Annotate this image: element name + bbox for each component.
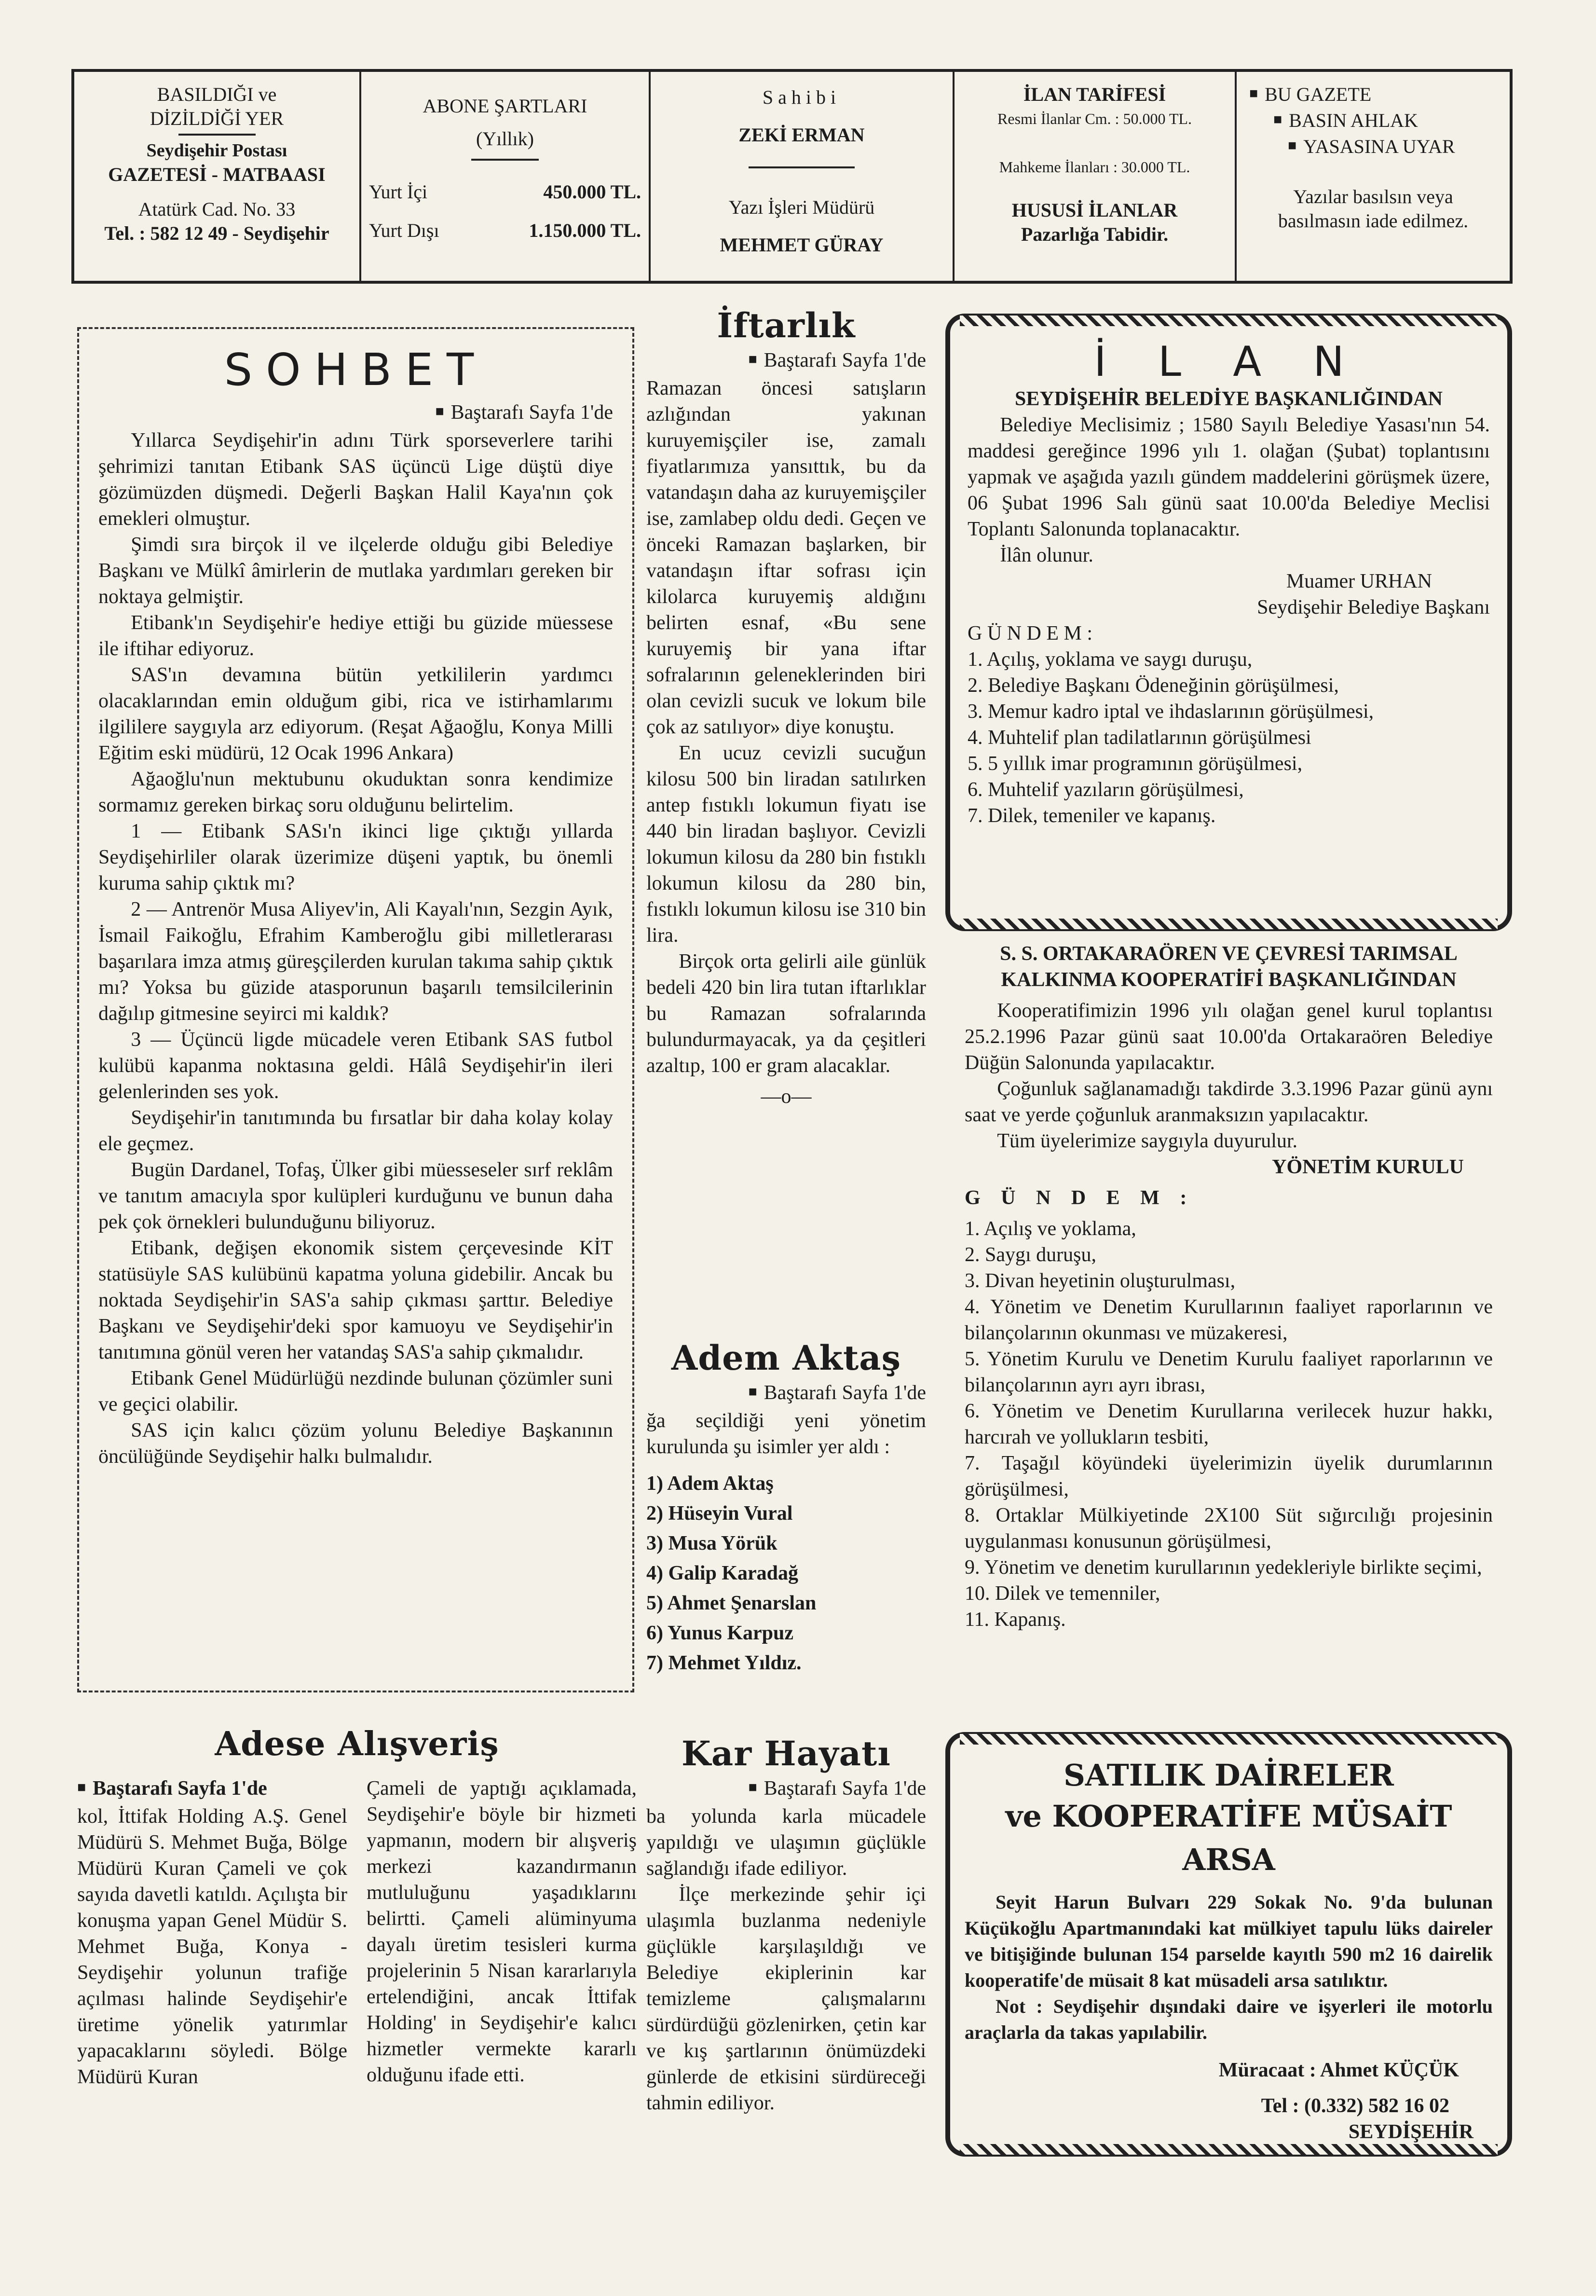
ethics-line: ■ BU GAZETE: [1249, 82, 1502, 109]
paragraph: Çoğunluk sağlanamadığı takdirde 3.3.1996 Pazar günü aynı saat ve yerde çoğunluk aranmaksızın yapılacaktır.: [965, 1078, 1493, 1126]
border-ornament: [960, 1734, 1498, 1745]
paragraph: İlân olunur.: [1000, 544, 1093, 566]
paragraph: Not : Seydişehir dışındaki daire ve işyerleri ile motorlu araçlarla da takas yapılabilir.: [965, 1995, 1493, 2043]
notice-title: İ L A N: [1094, 338, 1364, 386]
list-item: 1) Adem Aktaş: [646, 1472, 774, 1495]
list-item: 3. Memur kadro iptal ve ihdaslarının görüşülmesi,: [968, 701, 1374, 723]
kar-article: [646, 1732, 926, 2116]
paragraph: Seyit Harun Bulvarı 229 Sokak No. 9'da bulunan Küçükoğlu Apartmanındaki kat mülkiyet tapulu lüks daireler ve bitişiğinde bulunan 154 parselde kayıtlı 590 m2 16 dairelik kooperatife'de müsait 8 kat müsadeli arsa satılıktır.: [965, 1891, 1493, 1991]
bullet-icon: [435, 401, 450, 424]
ad-rate: Mahkeme İlanları : 30.000 TL.: [999, 158, 1190, 176]
masthead-ethics: [1237, 72, 1510, 281]
printer-line: BASILDIĞI ve: [157, 83, 277, 105]
adese-title: Adese Alışveriş: [215, 1725, 499, 1763]
list-item: 10. Dilek ve temenniler,: [965, 1582, 1160, 1605]
iftarlik-title: İftarlık: [717, 305, 856, 345]
list-item: 11. Kapanış.: [965, 1609, 1066, 1631]
coop-title: KALKINMA KOOPERATİFİ BAŞKANLIĞINDAN: [1001, 969, 1457, 991]
adese-article: [77, 1722, 637, 2090]
cooperative-notice: [945, 941, 1512, 1633]
list-item: 9. Yönetim ve denetim kurullarının yedekleriyle birlikte seçimi,: [965, 1556, 1482, 1579]
iftarlik-article: [646, 304, 926, 1110]
list-item: 1. Açılış, yoklama ve saygı duruşu,: [968, 648, 1253, 671]
list-item: 3) Musa Yörük: [646, 1532, 778, 1554]
paragraph: 2 — Antrenör Musa Aliyev'in, Ali Kayalı'nın, Sezgin Ayık, İsmail Faikoğlu, Efrahim Kamberoğlu gibi milletlerarası başarılara imza atmış güreşçilerden kurulan takıma sahip çıktık mı? Yoksa bu güzide atasporunun başarılı temsilcilerinin dağılıp gitmesine seyirci mi kaldık?: [98, 898, 613, 1025]
paragraph: 3 — Üçüncü ligde mücadele veren Etibank SAS futbol kulübü kapanma noktasına geldi. Hâlâ Seydişehir'in ileri gelenlerinden ses yok.: [98, 1029, 613, 1103]
paragraph: Bugün Dardanel, Tofaş, Ülker gibi müesseseler sırf reklâm ve tanıtım amacıyla spor kulüpleri kurduğunu ve bunun daha pek çok örnekleri bulunduğunu biliyoruz.: [98, 1159, 613, 1233]
paragraph: Ağaoğlu'nun mektubunu okuduktan sonra kendimize sormamız gereken birkaç soru olduğunu belirtelim.: [98, 768, 613, 816]
paragraph: 1 — Etibank SASı'n ikinci lige çıktığı yıllarda Seydişehirliler olarak üzerimize düşeni yaptık, bu önemli kuruma sahip çıktık mı?: [98, 820, 613, 894]
editor-label: Yazı İşleri Müdürü: [728, 196, 875, 218]
agenda-title: G Ü N D E M :: [965, 1187, 1195, 1209]
paragraph: Birçok orta gelirli aile günlük bedeli 420 bin lira tutan iftarlıklar bu Ramazan sofralarında bulundurmayacak, ya da çeşitleri azaltıp, 100 er gram alacaklar.: [646, 950, 926, 1077]
paragraph: Yıllarca Seydişehir'in adını Türk sporseverlere tarihi şehrimizi tanıtan Etibank SAS üçüncü Lige düştü diye gözümüzden düşmedi. Değerli Başkan Halil Kaya'nın çok emekleri olmuştur.: [98, 429, 613, 530]
list-item: 6) Yunus Karpuz: [646, 1622, 793, 1644]
masthead-ad-rates: [955, 72, 1237, 281]
printer-phone: Tel. : 582 12 49 - Seydişehir: [104, 222, 329, 244]
agenda-list: [965, 1216, 1493, 1633]
notice-from: SEYDİŞEHİR BELEDİYE BAŞKANLIĞINDAN: [1015, 388, 1443, 410]
member-list: [646, 1469, 926, 1678]
paragraph: Etibank, değişen ekonomik sistem çerçevesinde KİT statüsüyle SAS kulübünü kapatma yoluna gidebilir. Ancak bu noktada Seydişehir'in SAS'a sahip çıkması şarttır. Belediye Başkanı ve Seydişehir'deki spor kamuoyu ve Seydişehir'in tanıtımına gönül veren her vatandaş SAS'a sahip çıkmalıdır.: [98, 1237, 613, 1363]
continued-note: Baştarafı Sayfa 1'de: [93, 1777, 267, 1800]
ethics-note: Yazılar basılsın veya: [1293, 186, 1453, 207]
paragraph: SAS'ın devamına bütün yetkililerin yardımcı olacaklarından emin olduğum gibi, rica ve istirhamlarımı ilgililere saygıyla arz ediyorum. (Reşat Ağaoğlu, Konya Milli Eğitim eski müdürü, 12 Ocak 1996 Ankara): [98, 664, 613, 764]
adem-title: Adem Aktaş: [671, 1338, 901, 1378]
signer-name: YÖNETİM KURULU: [1272, 1156, 1464, 1178]
paragraph: İlçe merkezinde şehir içi ulaşımla buzlanma nedeniyle güçlükle karşılaşıldığı ve Belediye ekiplerinin kar temizleme çalışmalarını sürdürdüğü gözlenirken, çetin kar ve kış şartlarının önümüzdeki günlerde de etkisini sürdüreceği tahmin ediliyor.: [646, 1884, 926, 2114]
masthead: [71, 69, 1513, 284]
continued-note: Baştarafı Sayfa 1'de: [450, 401, 613, 424]
ethics-line: ■ BASIN AHLAK: [1273, 109, 1502, 135]
subscription-title: ABONE ŞARTLARI: [423, 95, 587, 117]
ad-rate: Resmi İlanlar Cm. : 50.000 TL.: [997, 110, 1192, 127]
owner-name: ZEKİ ERMAN: [738, 124, 865, 146]
paragraph: En ucuz cevizli sucuğun kilosu 500 bin liradan satılırken antep fıstıklı lokumun fiyatı ise 440 bin liradan başlıyor. Cevizli lokumun kilosu da 280 bin fıstıklı lokumun kilosu da 280 bin, fıstıklı lokumun kilosu ise 310 bin lira.: [646, 742, 926, 947]
list-item: 2) Hüseyin Vural: [646, 1502, 793, 1525]
masthead-owner: [651, 72, 955, 281]
adem-article: [646, 1336, 926, 1678]
border-ornament: [960, 2144, 1498, 2155]
kar-title: Kar Hayatı: [682, 1733, 891, 1774]
list-item: 3. Divan heyetinin oluşturulması,: [965, 1270, 1236, 1292]
paragraph: kol, İttifak Holding A.Ş. Genel Müdürü S. Mehmet Buğa, Bölge Müdürü Kuran Çameli ve çok sayıda davetli katıldı. Açılışta bir konuşma yapan Genel Müdür S. Mehmet Buğa, Konya - Seydişehir yolunun trafiğe açılması halinde Seydişehir'e üretime yönelik yatırımlar yapacaklarını söyledi. Bölge Müdürü Kuran: [77, 1805, 347, 2088]
masthead-subscription: [361, 72, 651, 281]
sohbet-body: [98, 427, 613, 1470]
list-item: 4) Galip Karadağ: [646, 1562, 799, 1584]
paragraph: Seydişehir'in tanıtımında bu fırsatlar bir daha kolay kolay ele geçmez.: [98, 1107, 613, 1155]
printer-address: Atatürk Cad. No. 33: [138, 198, 296, 220]
subscription-row: Yurt İçi 450.000 TL.: [369, 181, 641, 203]
paragraph: Tüm üyelerimize saygıyla duyurulur.: [997, 1130, 1298, 1152]
paragraph: Etibank Genel Müdürlüğü nezdinde bulunan çözümler suni ve geçici olabilir.: [98, 1367, 613, 1416]
printer-line: DİZİLDİĞİ YER: [150, 108, 284, 129]
paragraph: Çameli de yaptığı açıklamada, Seydişehir'e böyle bir hizmeti yapmanın, modern bir alışveriş merkezi kazandırmanın mutluluğunu yaşadıklarını belirtti. Çameli alüminyuma dayalı üretim tesisleri kurma projelerinin 5 Nisan kararlarıyla ertelendiğini, ancak İttifak Holding' in Seydişehir'e kalıcı hizmetler vermekte kararlı olduğunu ifade etti.: [367, 1777, 637, 2086]
list-item: 2. Saygı duruşu,: [965, 1244, 1096, 1266]
list-item: 5. Yönetim Kurulu ve Denetim Kurulu faaliyet raporlarının ve bilançolarının ayrı ayrı ibrası,: [965, 1348, 1493, 1396]
printer-name: Seydişehir Postası: [146, 140, 287, 161]
separator: —o—: [761, 1086, 812, 1108]
paragraph: Belediye Meclisimiz ; 1580 Sayılı Belediye Yasası'nın 54. maddesi gereğince 1996 yılı 1. olağan (Şubat) toplantısını yapmak ve aşağıda yazılı gündem maddelerini görüşmek üzere, 06 Şubat 1996 Salı günü saat 10.00'da Belediye Meclisi Toplantı Salonunda toplanacaktır.: [968, 414, 1490, 540]
ad-title: SATILIK DAİRELER: [1064, 1758, 1394, 1793]
list-item: 7. Dilek, temeniler ve kapanış.: [968, 805, 1216, 827]
paragraph: SAS için kalıcı çözüm yolunu Belediye Başkanının öncülüğünde Seydişehir halkı bulmalıdır.: [98, 1419, 613, 1468]
editor-name: MEHMET GÜRAY: [720, 234, 884, 256]
special-ads-sub: Pazarlığa Tabidir.: [1021, 223, 1169, 245]
border-ornament: [960, 919, 1498, 929]
owner-label: Sahibi: [762, 86, 841, 108]
contact-city: SEYDİŞEHİR: [1348, 2121, 1473, 2143]
continued-note: Baştarafı Sayfa 1'de: [764, 349, 926, 371]
coop-title: S. S. ORTAKARAÖREN VE ÇEVRESİ TARIMSAL: [1000, 943, 1458, 965]
border-ornament: [960, 316, 1498, 326]
contact-name: Müracaat : Ahmet KÜÇÜK: [1218, 2059, 1459, 2081]
ethics-line: ■ YASASINA UYAR: [1288, 135, 1502, 161]
subscription-sub: (Yıllık): [476, 128, 534, 150]
continued-note: Baştarafı Sayfa 1'de: [764, 1382, 926, 1404]
agenda-title: G Ü N D E M :: [968, 622, 1092, 645]
list-item: 5. 5 yıllık imar programının görüşülmesi,: [968, 753, 1303, 775]
special-ads: HUSUSİ İLANLAR: [1011, 199, 1178, 221]
paragraph: Ramazan öncesi satışların azlığından yakınan kuruyemişçiler ise, zamalı fiyatlarımıza yansıttık, bu da vatandaşın daha az kuruyemişçiler ise, zamlabep oldu dedi. Geçen ve önceki Ramazan başlarken, bir vatandaşın iftar sofrası için kilolarca kuruyemiş aldığını belirten esnaf, «Bu sene kuruyemiş bir yana iftar sofralarının geleneklerinden biri olan cevizli sucuk ve lokum bile çok az satılıyor» diye konuştu.: [646, 377, 926, 738]
list-item: 4. Muhtelif plan tadilatlarının görüşülmesi: [968, 727, 1311, 749]
list-item: 1. Açılış ve yoklama,: [965, 1218, 1136, 1240]
signer-name: Muamer URHAN: [1286, 570, 1432, 592]
masthead-printer: [74, 72, 361, 281]
list-item: 6. Muhtelif yazıların görüşülmesi,: [968, 779, 1244, 801]
ethics-note: basılmasın iade edilmez.: [1278, 210, 1469, 232]
signer-title: Seydişehir Belediye Başkanı: [1257, 596, 1490, 619]
list-item: 7) Mehmet Yıldız.: [646, 1652, 802, 1674]
list-item: 7. Taşağıl köyündeki üyelerimizin üyelik durumlarının görüşülmesi,: [965, 1452, 1493, 1500]
list-item: 5) Ahmet Şenarslan: [646, 1592, 817, 1614]
contact-phone: Tel : (0.332) 582 16 02: [1261, 2095, 1449, 2117]
agenda-list: [968, 646, 1490, 829]
paragraph: ba yolunda karla mücadele yapıldığı ve ulaşımın güçlükle sağlandığı ifade ediliyor.: [646, 1805, 926, 1880]
list-item: 2. Belediye Başkanı Ödeneğinin görüşülmesi,: [968, 674, 1339, 697]
list-item: 8. Ortaklar Mülkiyetinde 2X100 Süt sığırcılığı projesinin uygulanması konusunun görüşülmesi,: [965, 1504, 1493, 1553]
list-item: 4. Yönetim ve Denetim Kurullarının faaliyet raporlarının ve bilançolarının okunması ve müzakeresi,: [965, 1296, 1493, 1344]
printer-line: GAZETESİ - MATBAASI: [108, 164, 326, 185]
ad-rates-title: İLAN TARİFESİ: [1023, 83, 1166, 105]
paragraph: Kooperatifimizin 1996 yılı olağan genel kurul toplantısı 25.2.1996 Pazar günü saat 10.00'da Ortakaraören Belediye Düğün Salonunda yapılacaktır.: [965, 1000, 1493, 1074]
sohbet-article: [77, 327, 634, 1692]
list-item: 6. Yönetim ve Denetim Kurullarına verilecek huzur hakkı, harcırah ve yollukların tesbiti,: [965, 1400, 1493, 1448]
ad-title: ve KOOPERATİFE MÜSAİT ARSA: [1005, 1799, 1452, 1877]
sohbet-title: SOHBET: [224, 344, 488, 396]
municipality-notice: [945, 314, 1512, 931]
paragraph: Etibank'ın Seydişehir'e hediye ettiği bu güzide müessese ile iftihar ediyoruz.: [98, 612, 613, 660]
paragraph: ğa seçildiği yeni yönetim kurulunda şu isimler yer aldı :: [646, 1410, 926, 1458]
paragraph: Şimdi sıra birçok il ve ilçelerde olduğu gibi Belediye Başkanı ve Mülkî âmirlerin de mutlaka yardımları gereken bir noktaya gelmiştir.: [98, 534, 613, 608]
subscription-row: Yurt Dışı 1.150.000 TL.: [369, 220, 641, 241]
for-sale-ad: [945, 1732, 1512, 2157]
continued-note: Baştarafı Sayfa 1'de: [764, 1777, 926, 1800]
